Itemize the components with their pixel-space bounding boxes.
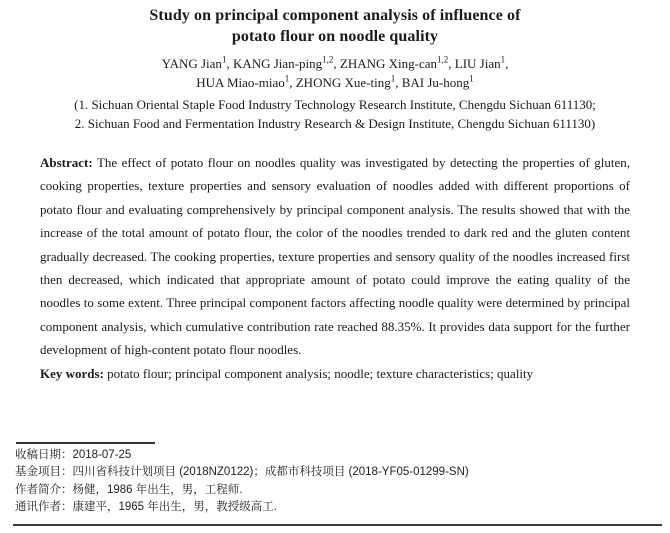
author-affiliation-superscript: 1 <box>390 73 396 84</box>
author-affiliation-superscript: 1,2 <box>322 54 334 65</box>
author-separator: , <box>395 75 402 90</box>
footnote-separator-rule <box>16 442 155 444</box>
affiliations <box>0 95 670 133</box>
author-separator: , <box>289 75 296 90</box>
footnote-funding-value: 四川省科技计划项目 (2018NZ0122)；成都市科技项目 (2018-YF05-01299-SN) <box>72 466 469 479</box>
keywords-paragraph <box>40 362 630 385</box>
author-name: BAI Ju-hong <box>401 75 470 90</box>
footnotes-block <box>15 447 658 517</box>
paper-title <box>0 5 670 47</box>
author-name: ZHANG Xing-can <box>339 56 437 71</box>
author-separator: , <box>226 56 233 71</box>
author-affiliation-superscript: 1 <box>500 54 506 65</box>
title-line-2: potato flour on noodle quality <box>231 28 439 45</box>
footnote-author-bio <box>15 482 658 499</box>
author-name: ZHONG Xue-ting <box>295 75 391 90</box>
author-name: HUA Miao-miao <box>196 75 285 90</box>
author-affiliation-superscript: 1 <box>284 73 290 84</box>
footnote-author-bio-value: 杨健，1986 年出生，男，工程师. <box>72 483 243 496</box>
footnote-corresponding-author <box>15 499 658 516</box>
author-name: KANG Jian-ping <box>232 56 323 71</box>
authors-line-1 <box>0 54 670 73</box>
author-affiliation-superscript: 1,2 <box>437 54 449 65</box>
footnote-corresponding-value: 康建平，1965 年出生，男，教授级高工. <box>72 501 277 514</box>
footnote-author-bio-label: 作者简介： <box>15 483 73 496</box>
author-separator: , <box>333 56 340 71</box>
author-separator: , <box>448 56 455 71</box>
keywords-text: potato flour; principal component analysis; noodle; texture characteristics; quality <box>103 365 534 381</box>
affiliation-line-2: 2. Sichuan Food and Fermentation Industry Research & Design Institute, Chengdu Sichuan 611130) <box>74 116 596 131</box>
keywords-label: Key words: <box>40 365 104 381</box>
author-name: LIU Jian <box>454 56 501 71</box>
authors-line-2 <box>0 73 670 92</box>
page-bottom-rule <box>13 524 662 526</box>
author-affiliation-superscript: 1 <box>221 54 227 65</box>
author-separator: , <box>505 56 509 71</box>
footnote-funding-label: 基金项目： <box>15 466 73 479</box>
affiliation-line-1: (1. Sichuan Oriental Staple Food Industry Technology Research Institute, Chengdu Sichuan 611130; <box>74 97 596 112</box>
abstract-text: The effect of potato flour on noodles quality was investigated by detecting the properties of gluten, cooking properties, texture properties and sensory evaluation of noodles added with different proportions of potato flour and evaluating comprehensively by principal component analysis. The results showed that with the increase of the total amount of potato flour, the color of the noodles trended to dark red and the gluten content gradually decreased. The cooking properties, texture properties and sensory quality of the noodles increased first then decreased, which indicated that appropriate amount of potato could improve the eating quality of the noodles to some extent. Three principal component factors affecting noodle quality were determined by principal component analysis, which cumulative contribution rate reached 88.35%. It provides data support for the further development of high-content potato flour noodles. <box>40 155 630 358</box>
paper-page <box>0 5 670 533</box>
footnote-corresponding-label: 通讯作者： <box>15 501 73 514</box>
abstract-label: Abstract: <box>40 155 93 170</box>
author-affiliation-superscript: 1 <box>469 73 474 84</box>
author-name: YANG Jian <box>161 56 222 71</box>
footnote-received-value: 2018-07-25 <box>72 449 132 461</box>
footnote-received-date <box>15 447 658 464</box>
title-line-1: Study on principal component analysis of influence of <box>149 7 521 24</box>
footnote-received-label: 收稿日期： <box>15 449 73 461</box>
author-list <box>0 54 670 92</box>
footnote-funding <box>15 464 658 481</box>
abstract-paragraph <box>40 151 630 362</box>
